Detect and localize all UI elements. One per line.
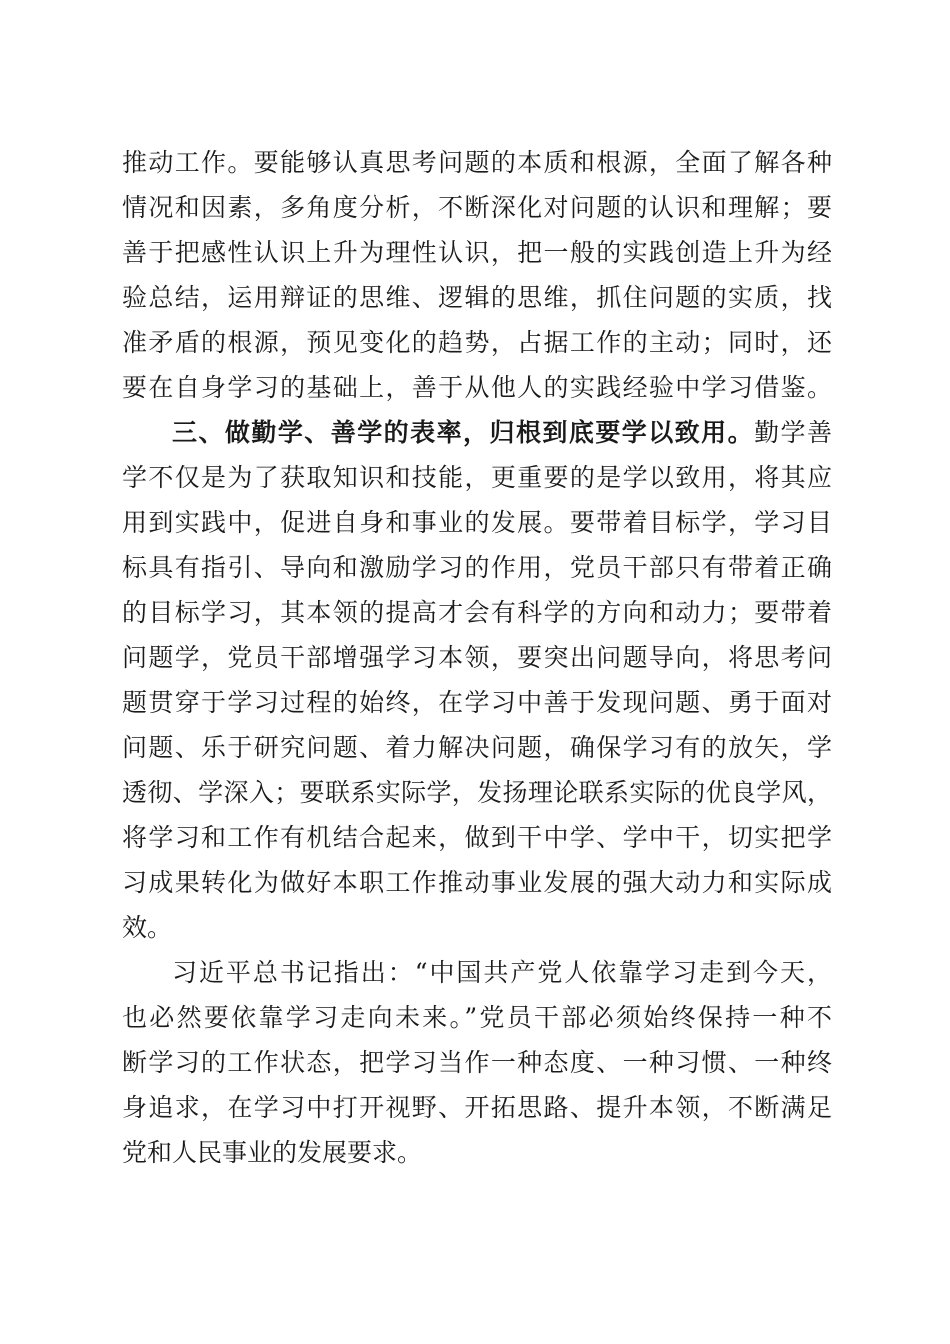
paragraph-line: 学不仅是为了获取知识和技能，更重要的是学以致用，将其应	[122, 463, 832, 492]
paragraph-line: 问题学，党员干部增强学习本领，要突出问题导向，将思考问	[122, 643, 832, 672]
paragraph-line: 情况和因素，多角度分析，不断深化对问题的认识和理解；要	[122, 193, 832, 222]
paragraph-line: 推动工作。要能够认真思考问题的本质和根源，全面了解各种	[122, 148, 832, 177]
paragraph-line: 要在自身学习的基础上，善于从他人的实践经验中学习借鉴。	[122, 373, 832, 402]
paragraph-line: 身追求，在学习中打开视野、开拓思路、提升本领，不断满足	[122, 1093, 832, 1122]
section-heading-tail: 勤学善	[754, 418, 832, 447]
paragraph-line: 题贯穿于学习过程的始终，在学习中善于发现问题、勇于面对	[122, 688, 832, 717]
section-heading: 三、做勤学、善学的表率，归根到底要学以致用。	[172, 418, 755, 447]
paragraph-line: 也必然要依靠学习走向未来。”党员干部必须始终保持一种不	[122, 1003, 832, 1032]
paragraph-line: 透彻、学深入；要联系实际学，发扬理论联系实际的优良学风，	[122, 778, 832, 807]
paragraph-line: 的目标学习，其本领的提高才会有科学的方向和动力；要带着	[122, 598, 832, 627]
paragraph-line: 用到实践中，促进自身和事业的发展。要带着目标学，学习目	[122, 508, 832, 537]
paragraph-line: 问题、乐于研究问题、着力解决问题，确保学习有的放矢，学	[122, 733, 832, 762]
paragraph-line: 习近平总书记指出：“中国共产党人依靠学习走到今天，	[172, 958, 832, 987]
paragraph-line: 善于把感性认识上升为理性认识，把一般的实践创造上升为经	[122, 238, 832, 267]
section-heading-line	[172, 413, 832, 453]
paragraph-line: 标具有指引、导向和激励学习的作用，党员干部只有带着正确	[122, 553, 832, 582]
paragraph-line: 将学习和工作有机结合起来，做到干中学、学中干，切实把学	[122, 823, 832, 852]
paragraph-line: 效。	[122, 913, 173, 942]
paragraph-line: 断学习的工作状态，把学习当作一种态度、一种习惯、一种终	[122, 1048, 832, 1077]
paragraph-line: 验总结，运用辩证的思维、逻辑的思维，抓住问题的实质，找	[122, 283, 832, 312]
paragraph-line: 习成果转化为做好本职工作推动事业发展的强大动力和实际成	[122, 868, 832, 897]
paragraph-line: 准矛盾的根源，预见变化的趋势，占据工作的主动；同时，还	[122, 328, 832, 357]
paragraph-line: 党和人民事业的发展要求。	[122, 1138, 423, 1167]
